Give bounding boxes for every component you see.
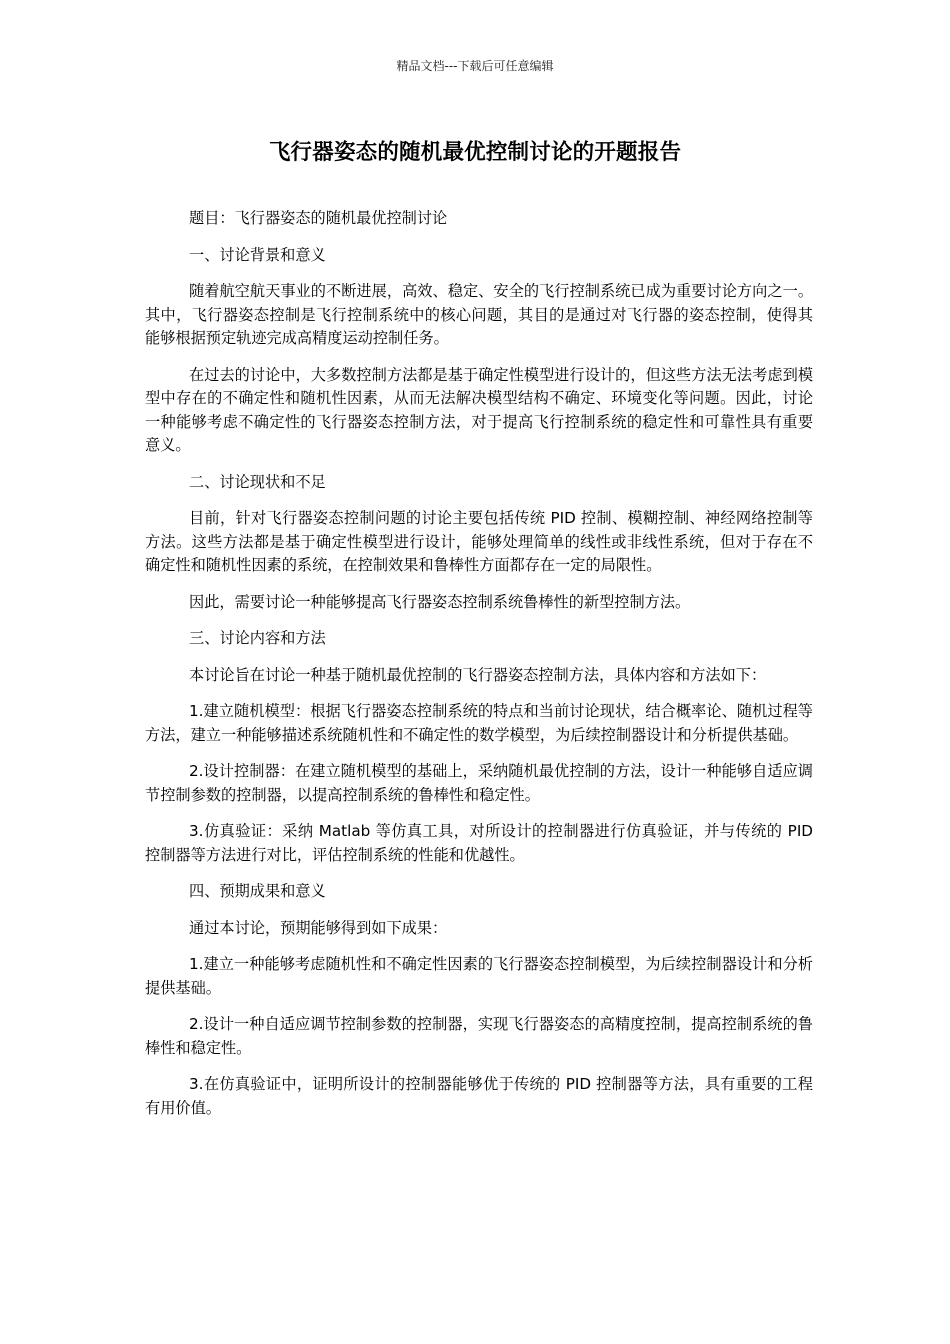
paragraph-background-2: 在过去的讨论中，大多数控制方法都是基于确定性模型进行设计的，但这些方法无法考虑到模型中存在的不确定性和随机性因素，从而无法解决模型结构不确定、环境变化等问题。因此，讨论一种能够考虑不确定性的飞行器姿态控制方法，对于提高飞行控制系统的稳定性和可靠性具有重要意义。: [145, 365, 813, 454]
section-heading-content: 三、讨论内容和方法: [189, 629, 326, 647]
document-body: [145, 207, 813, 1133]
paragraph-outcomes-intro: 通过本讨论，预期能够得到如下成果：: [189, 918, 448, 937]
section-heading-background: 一、讨论背景和意义: [189, 245, 326, 264]
list-item-content-1: 1.建立随机模型：根据飞行器姿态控制系统的特点和当前讨论现状，结合概率论、随机过程等方法，建立一种能够描述系统随机性和不确定性的数学模型，为后续控制器设计和分析提供基础。: [145, 702, 813, 744]
document-title: 飞行器姿态的随机最优控制讨论的开题报告: [268, 140, 682, 165]
section-heading-status: 二、讨论现状和不足: [189, 472, 326, 491]
list-item-outcome-1: 1.建立一种能够考虑随机性和不确定性因素的飞行器姿态控制模型，为后续控制器设计和分析提供基础。: [145, 955, 813, 997]
section-heading-outcomes: 四、预期成果和意义: [189, 882, 326, 900]
header-note: 精品文档---下载后可任意编辑: [396, 59, 554, 73]
paragraph-status-2: 因此，需要讨论一种能够提高飞行器姿态控制系统鲁棒性的新型控制方法。: [189, 592, 691, 611]
paragraph-content-intro: 本讨论旨在讨论一种基于随机最优控制的飞行器姿态控制方法，具体内容和方法如下：: [189, 665, 767, 684]
paragraph-status-1: 目前，针对飞行器姿态控制问题的讨论主要包括传统 PID 控制、模糊控制、神经网络控制等方法。这些方法都是基于确定性模型进行设计，能够处理简单的线性或非线性系统，但对于存在不确定性和随机性因素的系统，在控制效果和鲁棒性方面都存在一定的局限性。: [145, 509, 813, 574]
list-item-outcome-3: 3.在仿真验证中，证明所设计的控制器能够优于传统的 PID 控制器等方法，具有重要的工程有用价值。: [145, 1075, 813, 1117]
paragraph-background-1: 随着航空航天事业的不断进展，高效、稳定、安全的飞行控制系统已成为重要讨论方向之一。其中，飞行器姿态控制是飞行控制系统中的核心问题，其目的是通过对飞行器的姿态控制，使得其能够根据预定轨迹完成高精度运动控制任务。: [145, 282, 813, 347]
list-item-content-3: 3.仿真验证：采纳 Matlab 等仿真工具，对所设计的控制器进行仿真验证，并与传统的 PID 控制器等方法进行对比，评估控制系统的性能和优越性。: [145, 822, 813, 864]
topic-line: 题目：飞行器姿态的随机最优控制讨论: [189, 209, 448, 227]
list-item-content-2: 2.设计控制器：在建立随机模型的基础上，采纳随机最优控制的方法，设计一种能够自适应调节控制参数的控制器，以提高控制系统的鲁棒性和稳定性。: [145, 762, 813, 804]
list-item-outcome-2: 2.设计一种自适应调节控制参数的控制器，实现飞行器姿态的高精度控制，提高控制系统的鲁棒性和稳定性。: [145, 1015, 813, 1057]
